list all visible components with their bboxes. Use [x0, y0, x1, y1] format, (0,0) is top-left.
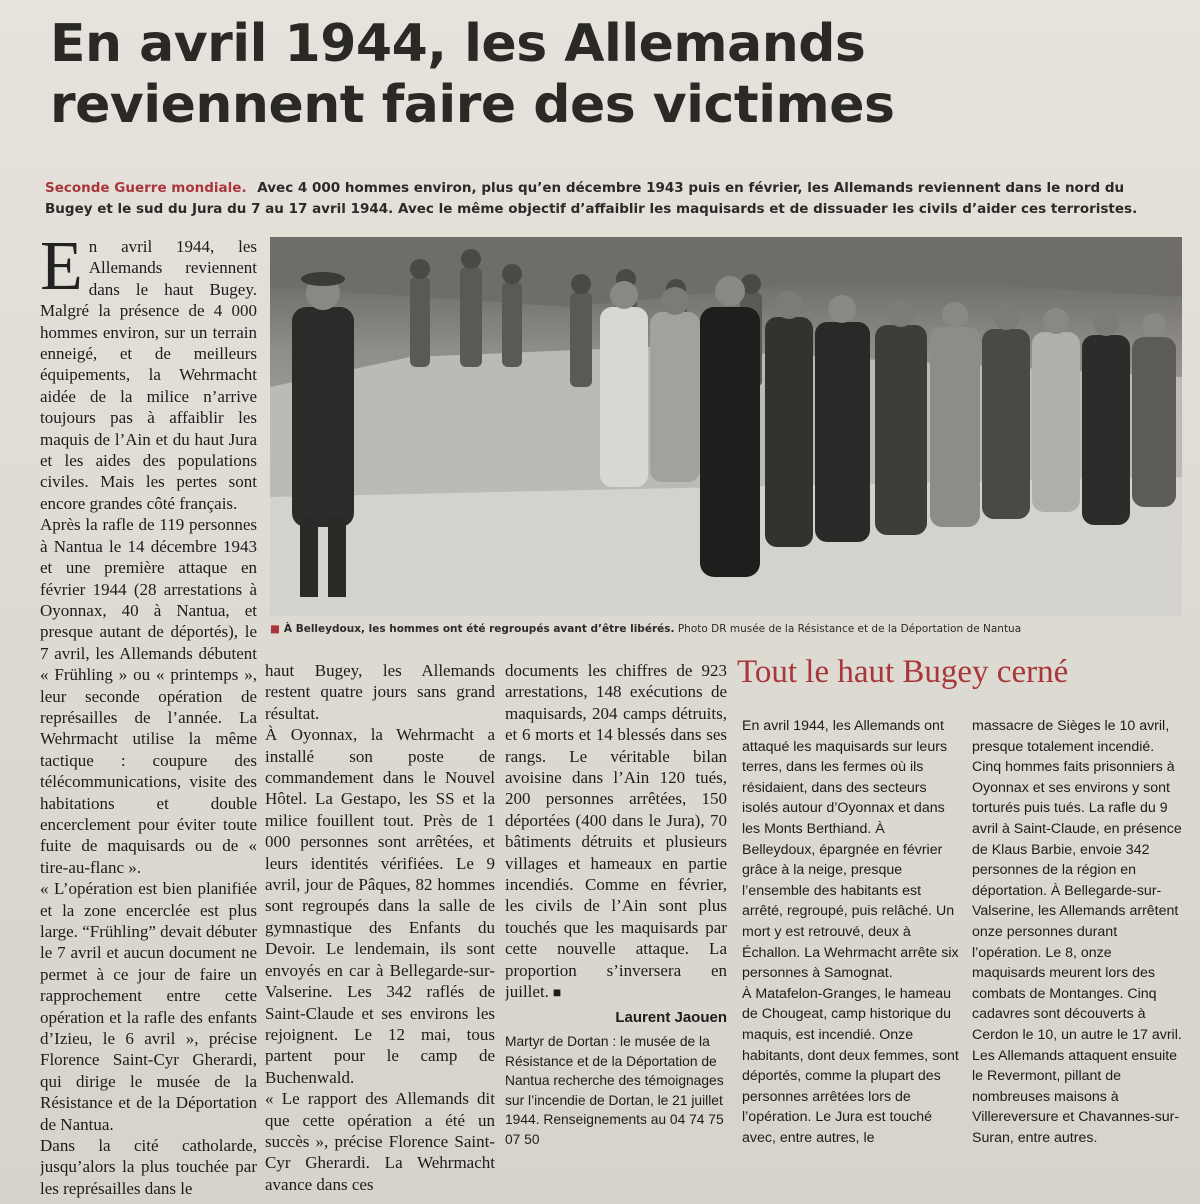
paragraph: À Oyonnax, la Wehrmacht a installé son poste de commandement dans le Nouvel Hôtel. La Gestapo, les SS et la milice fouillent tout. Près de 1 000 personnes sont arrêtées, et leurs identités vérifiées. Le 9 avril, jour de Pâques, 82 hommes sont regroupés dans la salle de gymnastique des Enfants du Devoir. Le lendemain, ils sont envoyés en car à Bellegarde-sur-Valserine. Les 342 raflés de Saint-Claude et ses environs les rejoignent. Le 12 mai, tous partent pour le camp de Buchenwald.: [265, 725, 495, 1087]
paragraph-text: documents les chiffres de 923 arrestations, 148 exécutions de maquisards, 204 camps détruits, et 6 morts et 14 blessés dans ses rangs. Le véritable bilan avoisine dans l’Ain 120 tués, 200 personnes arrêtées, 150 déportées (400 dans le Jura), 70 bâtiments détruits et plusieurs villages et hameaux en partie incendiés. Comme en février, les civils de l’Ain sont plus touchés que les maquisards par cette nouvelle attaque. La proportion s’inversera en juillet.: [505, 661, 727, 1002]
article-column-1: [40, 236, 257, 1204]
article-kicker: Seconde Guerre mondiale.: [45, 180, 247, 196]
paragraph: n avril 1944, les Allemands reviennent dans le haut Bugey. Malgré la présence de 4 000 hommes environ, sur un terrain enneigé, et de meilleurs équipements, la Wehrmacht aidée de la milice n’arrive toujours pas à affaiblir les maquis de l’Ain et du haut Jura et les aides des populations civiles. Mais les pertes sont encore grandes côté français.: [40, 237, 257, 513]
headline-line-2: reviennent faire des victimes: [50, 75, 895, 135]
drop-cap: E: [40, 236, 83, 305]
paragraph: À Matafelon-Granges, le hameau de Chougeat, camp historique du maquis, est incendié. Onze habitants, dont deux femmes, sont déportés, comme la plupart des personnes arrêtées lors de l’opération. Le Jura est touché avec, entre autres, le: [742, 985, 959, 1146]
end-mark: ■: [552, 986, 562, 1002]
paragraph: Dans la cité catholarde, jusqu’alors la plus touchée par les représailles dans le: [40, 1136, 257, 1198]
photo-caption: [270, 622, 1190, 636]
caption-text: À Belleydoux, les hommes ont été regroupés avant d’être libérés.: [283, 623, 675, 635]
paragraph: « L’opération est bien planifiée et la zone encerclée est plus large. “Frühling” devait débuter le 7 avril et aucun document ne permet à ce jour de faire un rapprochement entre cette opération et la rafle des enfants d’Izieu, le 6 avril », précise Florence Saint-Cyr Gherardi, qui dirige le musée de la Résistance et de la Déportation de Nantua.: [40, 879, 257, 1134]
article-column-3: [505, 660, 727, 1204]
article-column-2: [265, 660, 495, 1204]
paragraph: haut Bugey, les Allemands restent quatre jours sans grand résultat.: [265, 661, 495, 723]
paragraph: Après la rafle de 119 personnes à Nantua le 14 décembre 1943 et une première attaque en février 1944 (28 arrestations à Oyonnax, 40 à Nantua, et presque autant de déportés), le 7 avril, les Allemands débutent « Frühling » ou « printemps », leur seconde opération de représailles de l’année. La Wehrmacht utilise la même tactique : coupure des télécommunications, visite des habitations et double encerclement pour éviter toute fuite de maquisards ou de « tire-au-flanc ».: [40, 515, 257, 877]
archive-photo: [270, 237, 1182, 616]
headline-line-1: En avril 1944, les Allemands: [50, 14, 866, 74]
info-note: Martyr de Dortan : le musée de la Résistance et de la Déportation de Nantua recherche des témoignages sur l’incendie de Dortan, le 21 juillet 1944. Renseignements au 04 74 75 07 50: [505, 1033, 724, 1147]
sidebar-column-2: [972, 716, 1187, 1204]
paragraph: massacre de Sièges le 10 avril, presque totalement incendié. Cinq hommes faits prisonniers à Oyonnax et ses environs y sont torturés puis tués. La rafle du 9 avril à Saint-Claude, en présence de Klaus Barbie, envoie 342 personnes de la région en déportation. À Bellegarde-sur-Valserine, les Allemands arrêtent onze personnes durant l’opération. Le 8, onze maquisards meurent lors des combats de Montanges. Cinq cadavres sont découverts à Cerdon le 10, un autre le 17 avril. Les Allemands attaquent ensuite le Revermont, pillant de nombreuses maisons à Villereversure et Chavannes-sur-Suran, entre autres.: [972, 718, 1182, 1146]
sidebar-title: Tout le haut Bugey cerné: [737, 654, 1069, 690]
article-headline: [50, 14, 1180, 136]
photo-credit: Photo DR musée de la Résistance et de la Déportation de Nantua: [677, 623, 1022, 635]
paragraph: « Le rapport des Allemands dit que cette opération a été un succès », précise Florence Saint-Cyr Gherardi. La Wehrmacht avance dans ces: [265, 1089, 495, 1194]
author-signature: Laurent Jaouen: [615, 1008, 727, 1026]
article-lead: [45, 178, 1165, 220]
sidebar-column-1: [742, 716, 962, 1204]
paragraph: [505, 660, 727, 1005]
photo-group-of-men: [270, 237, 1182, 616]
caption-marker: ■: [270, 623, 280, 635]
paragraph: En avril 1944, les Allemands ont attaqué les maquisards sur leurs terres, dans les fermes où ils résidaient, dans des secteurs isolés autour d’Oyonnax et dans les Monts Berthiand. À Belleydoux, épargnée en février grâce à la neige, presque l’ensemble des habitants est arrêté, regroupé, puis relâché. Un mort y est retrouvé, deux à Échallon. La Wehrmacht arrête six personnes à Samognat.: [742, 718, 959, 982]
lead-text: Avec 4 000 hommes environ, plus qu’en décembre 1943 puis en février, les Allemands reviennent dans le nord du Bugey et le sud du Jura du 7 au 17 avril 1944. Avec le même objectif d’affaiblir les maquisards et de dissuader les civils d’aider ces terroristes.: [45, 180, 1138, 217]
